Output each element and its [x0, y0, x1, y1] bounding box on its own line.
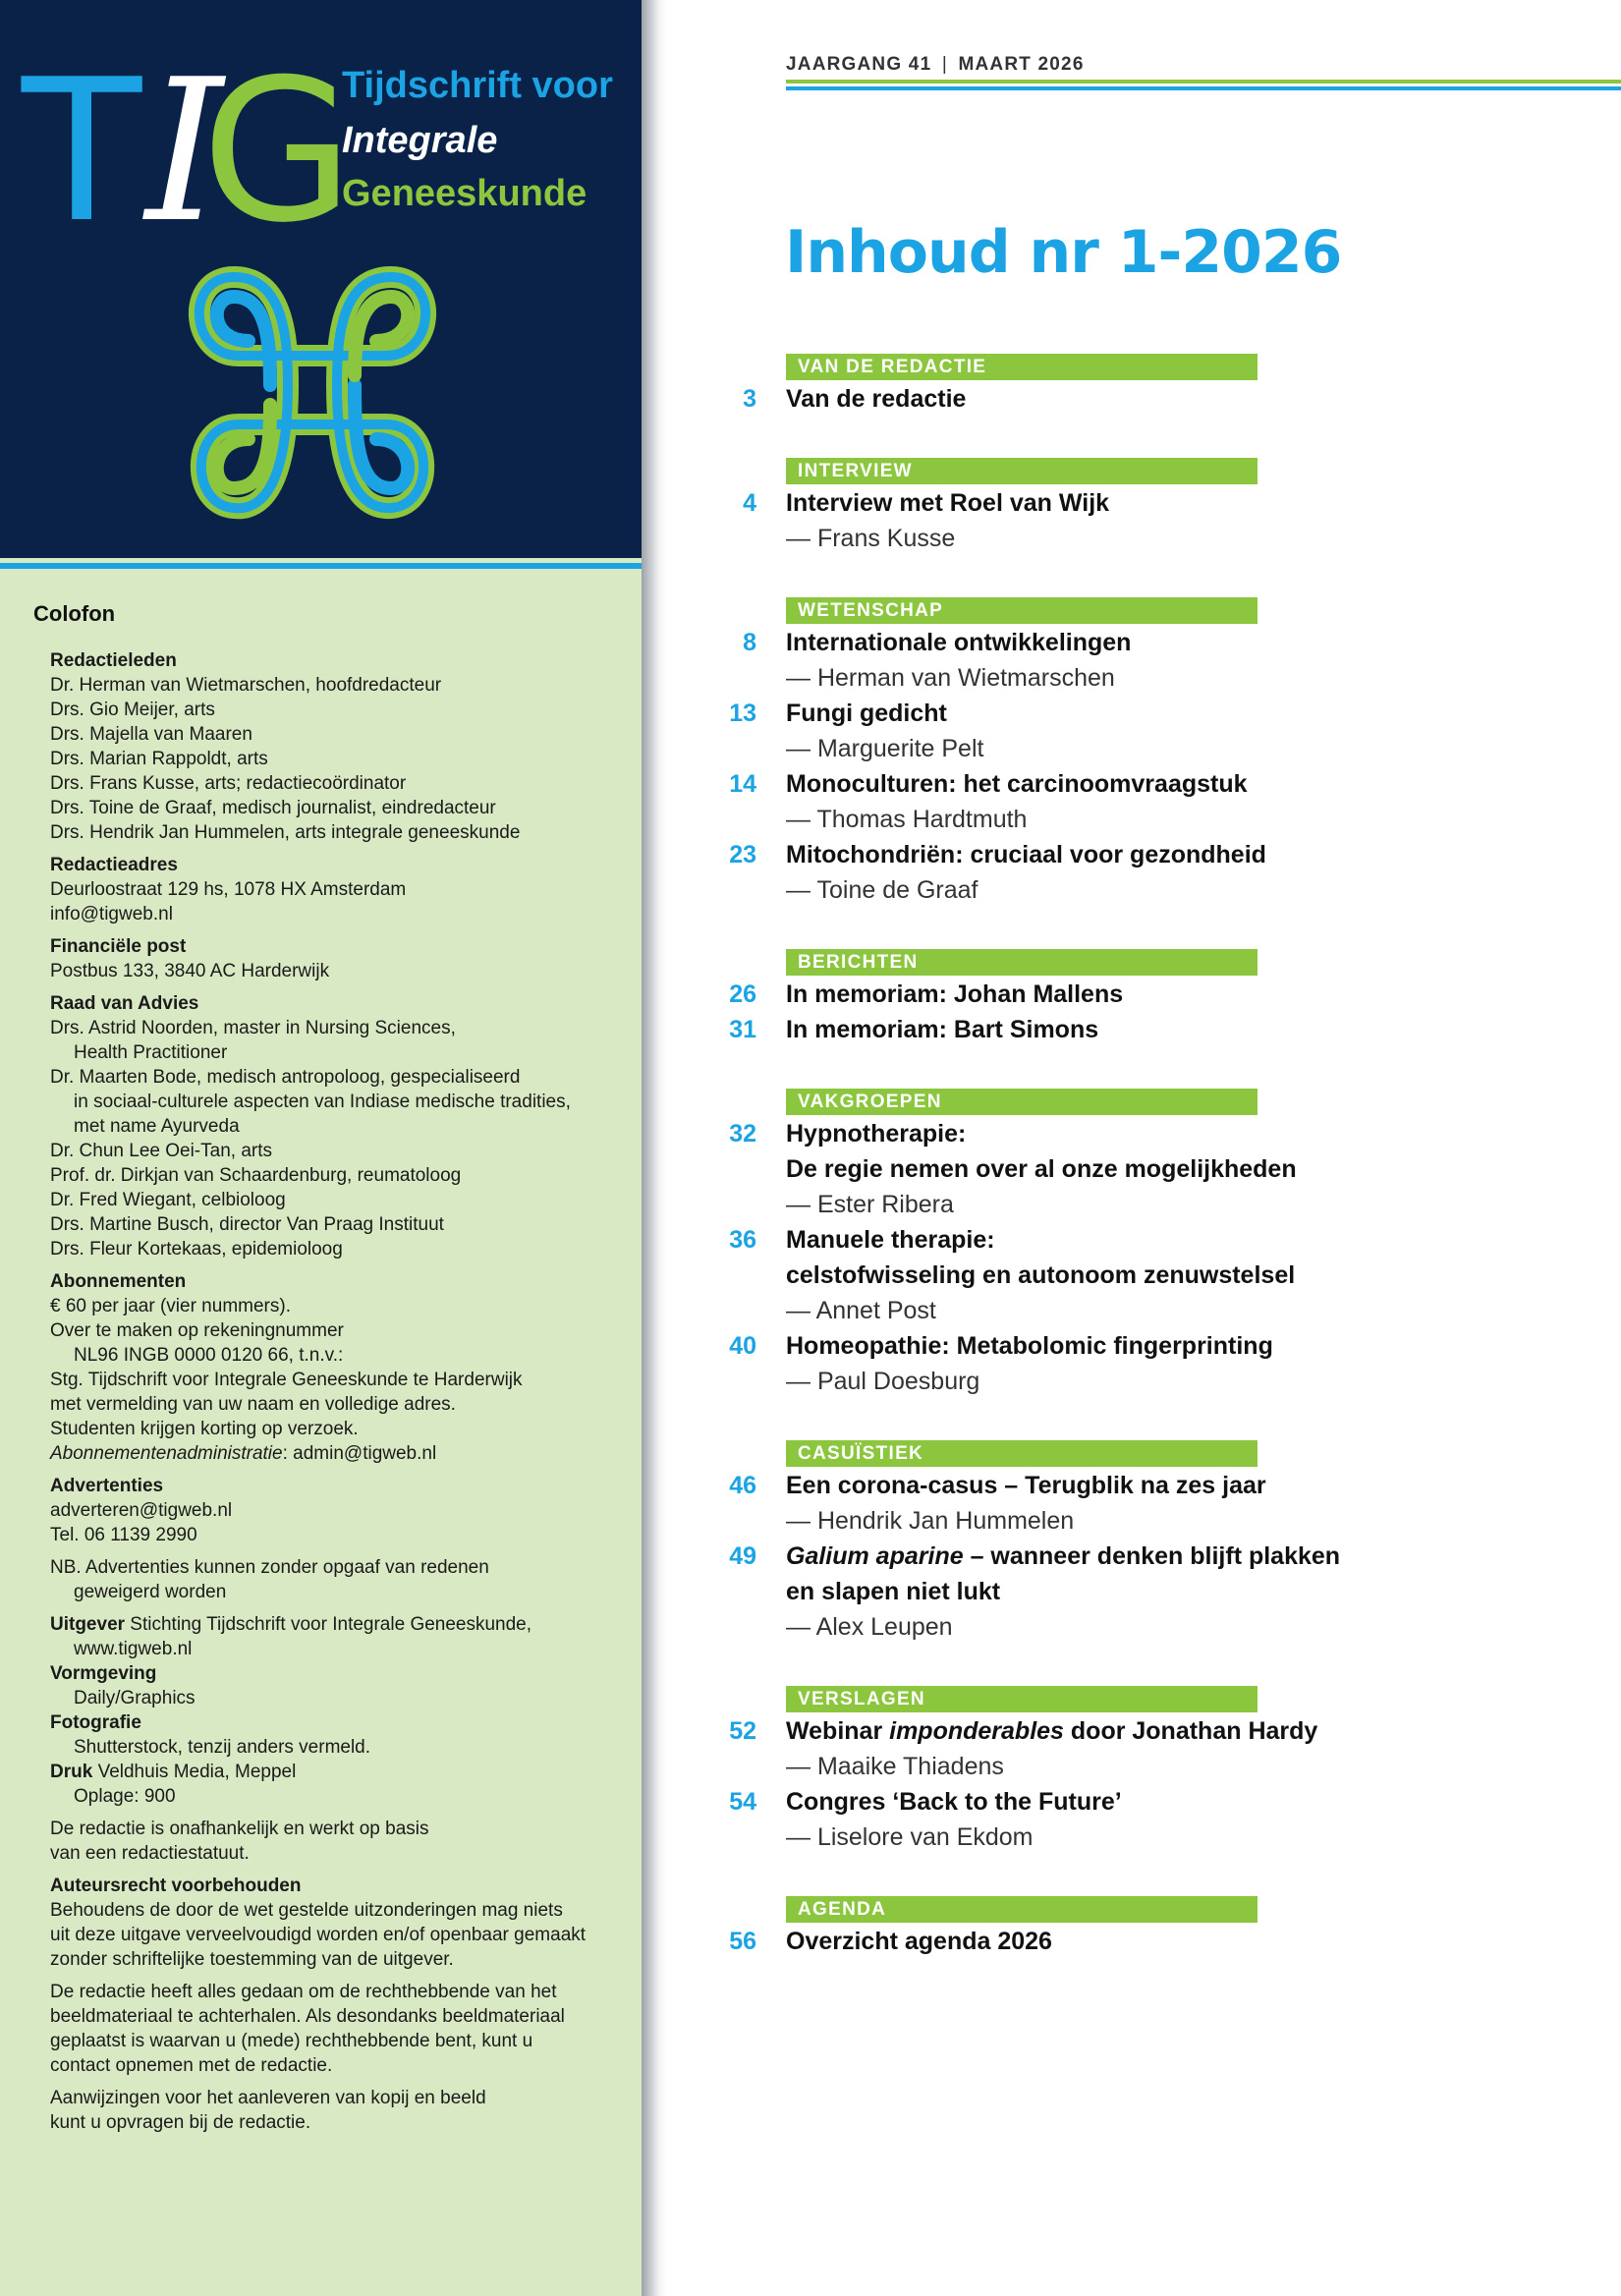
toc-entry-title[interactable] — [786, 1542, 1340, 1571]
colofon-section-heading: Auteursrecht voorbehouden — [50, 1876, 302, 1896]
toc-page-number: 31 — [729, 1016, 756, 1043]
toc-entry-title[interactable]: Interview met Roel van Wijk — [786, 489, 1110, 517]
toc-page-number: 8 — [743, 629, 756, 656]
volume-label: JAARGANG 41 — [786, 54, 932, 75]
toc-page-number: 52 — [729, 1717, 756, 1745]
toc-entry-title[interactable] — [786, 1717, 1317, 1746]
colofon-line: Postbus 133, 3840 AC Harderwijk — [50, 961, 330, 981]
logo-letter-g: G — [201, 37, 354, 266]
colofon-line: Stg. Tijdschrift voor Integrale Geneeskunde te Harderwijk — [50, 1370, 523, 1390]
section-label: AGENDA — [786, 1896, 1258, 1923]
toc-entry-author: — Herman van Wietmarschen — [786, 664, 1115, 692]
toc-page-number: 3 — [743, 385, 756, 413]
toc-entry-title[interactable]: Een corona-casus – Terugblik na zes jaar — [786, 1472, 1266, 1499]
colofon-line: Drs. Gio Meijer, arts — [50, 700, 215, 720]
admin-email[interactable]: : admin@tigweb.nl — [282, 1443, 437, 1464]
toc-entry-title[interactable]: Van de redactie — [786, 385, 967, 413]
toc-entry-title[interactable]: Congres ‘Back to the Future’ — [786, 1788, 1122, 1816]
colofon-line: Oplage: 900 — [74, 1786, 176, 1807]
colofon-line: Drs. Martine Busch, director Van Praag Instituut — [50, 1214, 444, 1235]
toc-entry-author: — Marguerite Pelt — [786, 735, 984, 762]
toc-entry-author: — Toine de Graaf — [786, 876, 978, 904]
colofon-line: www.tigweb.nl — [74, 1639, 193, 1659]
toc-page-number: 14 — [729, 770, 756, 798]
colofon-line: Health Practitioner — [74, 1042, 228, 1063]
colofon-label: Druk — [50, 1762, 93, 1782]
toc-entry-title[interactable]: Mitochondriën: cruciaal voor gezondheid — [786, 841, 1266, 868]
colofon-line: Behoudens de door de wet gestelde uitzonderingen mag niets — [50, 1900, 563, 1921]
colofon-line: van een redactiestatuut. — [50, 1843, 250, 1864]
journal-name-line-1: Tijdschrift voor — [342, 65, 613, 106]
toc-entry-author: — Annet Post — [786, 1297, 936, 1324]
colofon-line: Dr. Chun Lee Oei-Tan, arts — [50, 1141, 272, 1161]
journal-name-line-3: Geneeskunde — [342, 173, 587, 214]
colofon-section-heading: Fotografie — [50, 1712, 141, 1733]
colofon-heading: Colofon — [33, 601, 116, 626]
toc-entry-title[interactable]: celstofwisseling en autonoom zenuwstelsel — [786, 1261, 1296, 1289]
toc-page-number: 32 — [729, 1120, 756, 1148]
colofon-line: beeldmateriaal te achterhalen. Als desondanks beeldmateriaal — [50, 2006, 565, 2027]
toc-entry-author: — Alex Leupen — [786, 1613, 953, 1641]
toc-page-number: 54 — [729, 1788, 756, 1816]
colofon-line: met vermelding van uw naam en volledige adres. — [50, 1394, 456, 1415]
colofon-line: Tel. 06 1139 2990 — [50, 1525, 197, 1545]
journal-name-line-2: Integrale — [342, 120, 498, 161]
colofon-line: Aanwijzingen voor het aanleveren van kopij en beeld — [50, 2088, 486, 2108]
colofon-line: zonder schriftelijke toestemming van de uitgever. — [50, 1949, 454, 1970]
toc-page-number: 13 — [729, 700, 756, 727]
colofon-section-heading: Redactieadres — [50, 855, 178, 875]
colofon-line: Drs. Fleur Kortekaas, epidemioloog — [50, 1239, 343, 1260]
toc-entry-title[interactable]: Overzicht agenda 2026 — [786, 1928, 1052, 1955]
toc-entry-author: — Ester Ribera — [786, 1191, 954, 1218]
colofon-line: NL96 INGB 0000 0120 66, t.n.v.: — [74, 1345, 344, 1366]
masthead-divider — [0, 563, 642, 569]
section-label: BERICHTEN — [786, 949, 1258, 976]
colofon-line: De redactie is onafhankelijk en werkt op basis — [50, 1819, 429, 1839]
section-label: VERSLAGEN — [786, 1686, 1258, 1712]
logo-letter-i: I — [145, 37, 224, 266]
colofon-line: geweigerd worden — [74, 1582, 227, 1602]
page-title: Inhoud nr 1-2026 — [785, 218, 1342, 287]
colofon-label: Uitgever — [50, 1614, 126, 1635]
toc-entry-title[interactable]: Fungi gedicht — [786, 700, 947, 727]
colofon-line: NB. Advertenties kunnen zonder opgaaf van redenen — [50, 1557, 489, 1578]
toc-entry-author: — Thomas Hardtmuth — [786, 806, 1028, 833]
colofon-line: in sociaal-culturele aspecten van Indiase medische tradities, — [74, 1092, 571, 1112]
issue-date: MAART 2026 — [958, 54, 1085, 75]
colofon-line: contact opnemen met de redactie. — [50, 2055, 333, 2076]
toc-entry-title[interactable]: In memoriam: Johan Mallens — [786, 980, 1124, 1008]
colofon-section-heading: Financiële post — [50, 936, 187, 957]
toc-entry-title[interactable]: Internationale ontwikkelingen — [786, 629, 1132, 656]
issue-separator: | — [941, 54, 948, 75]
toc-entry-title[interactable]: Homeopathie: Metabolomic fingerprinting — [786, 1332, 1273, 1360]
title-italic: Galium aparine — [786, 1542, 964, 1570]
colofon-line: adverteren@tigweb.nl — [50, 1500, 233, 1521]
toc-page-number: 4 — [743, 489, 756, 517]
toc-page-number: 26 — [729, 980, 756, 1008]
colofon-line: Drs. Toine de Graaf, medisch journalist, eindredacteur — [50, 798, 496, 818]
colofon-line: geplaatst is waarvan u (mede) rechthebbende bent, kunt u — [50, 2031, 533, 2051]
section-label: VAN DE REDACTIE — [786, 354, 1258, 380]
colofon-line: Dr. Fred Wiegant, celbioloog — [50, 1190, 286, 1210]
colofon-line: Drs. Hendrik Jan Hummelen, arts integrale geneeskunde — [50, 822, 521, 843]
toc-entry-author: — Liselore van Ekdom — [786, 1823, 1034, 1851]
colofon-section-heading: Raad van Advies — [50, 993, 199, 1014]
colofon-section-heading: Redactieleden — [50, 650, 177, 671]
toc-entry-title[interactable]: Hypnotherapie: — [786, 1120, 967, 1148]
colofon-line: Dr. Maarten Bode, medisch antropoloog, gespecialiseerd — [50, 1067, 521, 1088]
title-part: Webinar — [786, 1717, 890, 1745]
colofon-line: Prof. dr. Dirkjan van Schaardenburg, reumatoloog — [50, 1165, 462, 1186]
toc-entry-author: — Maaike Thiadens — [786, 1753, 1004, 1780]
colofon-line: info@tigweb.nl — [50, 904, 173, 924]
toc-page-number: 46 — [729, 1472, 756, 1499]
colofon-line: Shutterstock, tenzij anders vermeld. — [74, 1737, 371, 1758]
toc-entry-title[interactable]: Manuele therapie: — [786, 1226, 995, 1254]
toc-entry-author: — Hendrik Jan Hummelen — [786, 1507, 1075, 1535]
logo-letter-t: T — [22, 37, 142, 266]
toc-page-number: 40 — [729, 1332, 756, 1360]
colofon-section-heading: Vormgeving — [50, 1663, 157, 1684]
admin-line — [50, 1441, 636, 1466]
issue-info — [786, 54, 1085, 76]
colofon-line: € 60 per jaar (vier nummers). — [50, 1296, 291, 1316]
toc-entry-title[interactable]: In memoriam: Bart Simons — [786, 1016, 1099, 1043]
colofon-line: Over te maken op rekeningnummer — [50, 1320, 344, 1341]
colofon-line: kunt u opvragen bij de redactie. — [50, 2112, 311, 2133]
colofon-value: Stichting Tijdschrift voor Integrale Geneeskunde, — [125, 1614, 532, 1635]
section-label: VAKGROEPEN — [786, 1089, 1258, 1115]
colofon-line: Daily/Graphics — [74, 1688, 196, 1708]
toc-page-number: 36 — [729, 1226, 756, 1254]
title-part: door Jonathan Hardy — [1063, 1717, 1318, 1745]
colofon-line: Drs. Majella van Maaren — [50, 724, 252, 745]
section-label: CASUÏSTIEK — [786, 1440, 1258, 1467]
colofon-line: Drs. Marian Rappoldt, arts — [50, 749, 268, 769]
colofon-line: Drs. Frans Kusse, arts; redactiecoördinator — [50, 773, 407, 794]
colofon-body — [50, 648, 636, 2135]
colofon-section-heading: Advertenties — [50, 1476, 164, 1496]
toc-entry-title[interactable]: Monoculturen: het carcinoomvraagstuk — [786, 770, 1248, 798]
colofon-line: De redactie heeft alles gedaan om de rechthebbende van het — [50, 1982, 557, 2002]
colofon-line: met name Ayurveda — [74, 1116, 240, 1137]
toc-entry-title[interactable]: De regie nemen over al onze mogelijkheden — [786, 1155, 1297, 1183]
header-rule-blue — [786, 86, 1621, 90]
section-label: WETENSCHAP — [786, 597, 1258, 624]
toc-entry-title[interactable]: en slapen niet lukt — [786, 1578, 1001, 1605]
section-label: INTERVIEW — [786, 458, 1258, 484]
colofon-line: Drs. Astrid Noorden, master in Nursing Sciences, — [50, 1018, 456, 1038]
toc-entry-author: — Paul Doesburg — [786, 1368, 980, 1395]
admin-label: Abonnementenadministratie — [50, 1443, 283, 1464]
toc-page-number: 23 — [729, 841, 756, 868]
toc-entry-author: — Frans Kusse — [786, 525, 956, 552]
header-rule-green — [786, 80, 1621, 84]
title-part: – wanneer denken blijft plakken — [963, 1542, 1341, 1570]
colofon-section-heading: Abonnementen — [50, 1271, 187, 1292]
colofon-line: Dr. Herman van Wietmarschen, hoofdredacteur — [50, 675, 442, 696]
toc-page-number: 49 — [729, 1542, 756, 1570]
colofon-value: Veldhuis Media, Meppel — [92, 1762, 297, 1782]
title-italic: imponderables — [889, 1717, 1064, 1745]
colofon-line: Deurloostraat 129 hs, 1078 HX Amsterdam — [50, 879, 407, 900]
colofon-inline — [50, 1760, 636, 1784]
colofon-inline — [50, 1612, 636, 1637]
colofon-line: Studenten krijgen korting op verzoek. — [50, 1419, 359, 1439]
toc-page-number: 56 — [729, 1928, 756, 1955]
masthead — [0, 0, 642, 558]
colofon-line: uit deze uitgave verveelvoudigd worden en/of openbaar gemaakt — [50, 1925, 587, 1945]
